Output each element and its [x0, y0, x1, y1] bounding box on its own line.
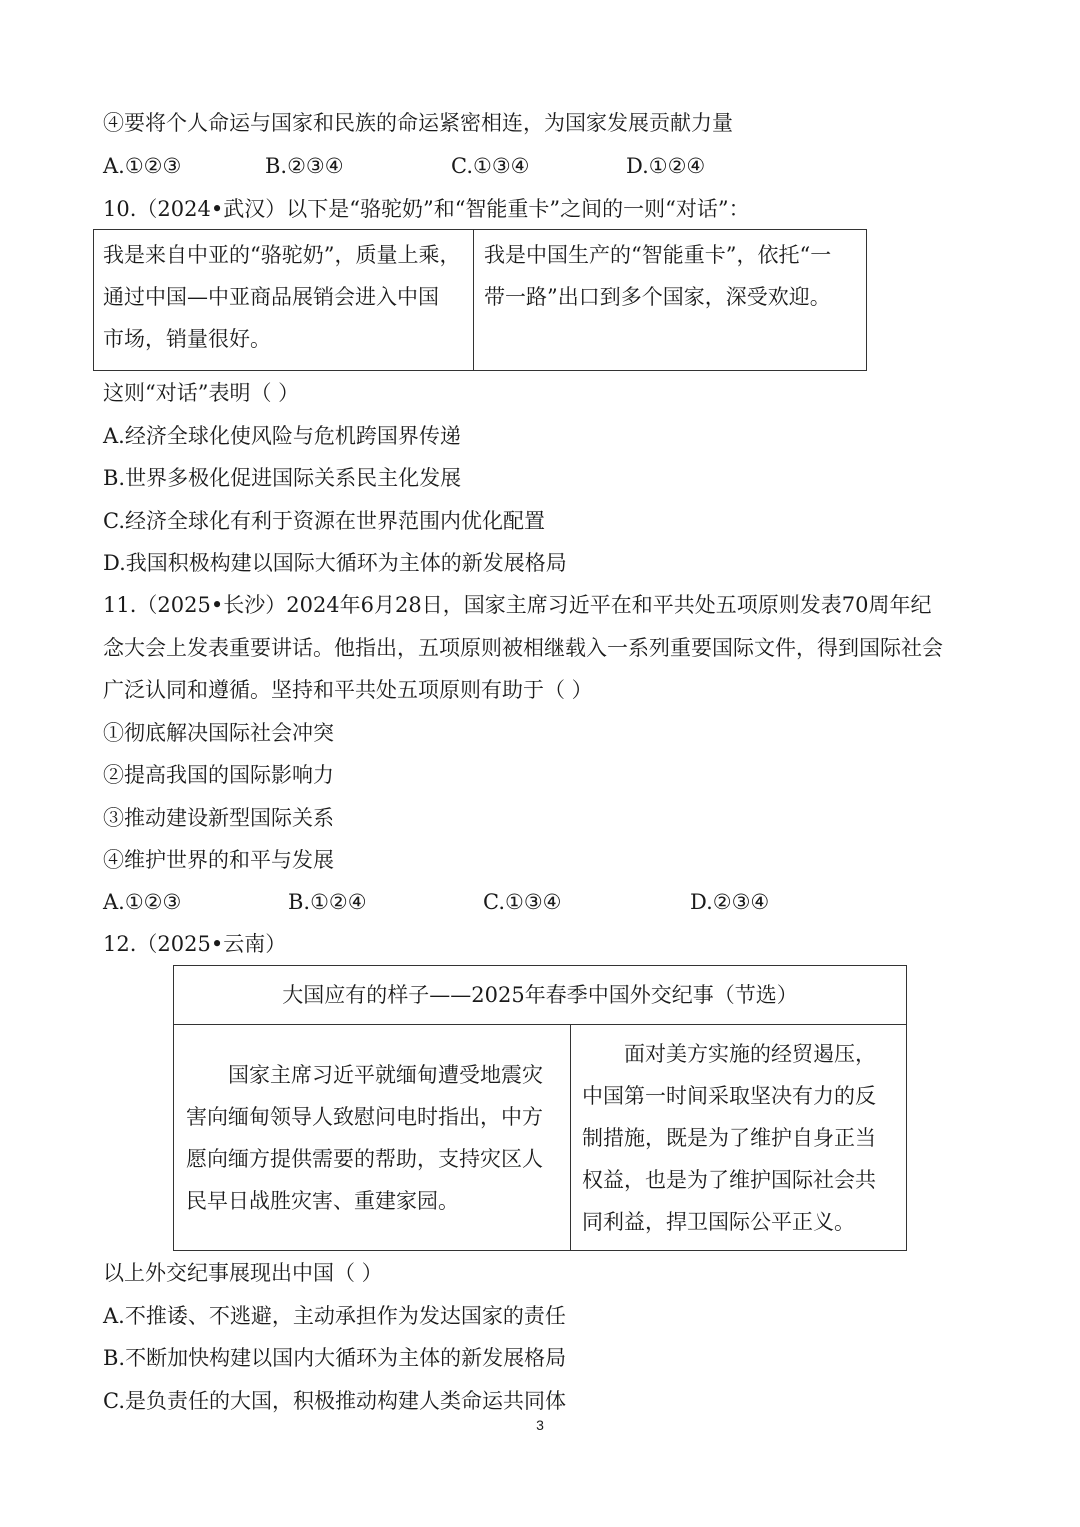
q10-stem: 10.（2024•武汉）以下是“骆驼奶”和“智能重卡”之间的一则“对话”： — [103, 197, 750, 221]
q11-option-b: B.①②④ — [288, 890, 367, 914]
q12-option-c: C.是负责任的大国，积极推动构建人类命运共同体 — [103, 1389, 566, 1413]
q10-dialogue-table — [93, 229, 867, 371]
q12-left-line-1: 国家主席习近平就缅甸遭受地震灾 — [228, 1063, 543, 1087]
q10-option-a: A.经济全球化使风险与危机跨国界传递 — [103, 424, 461, 448]
q12-diplomacy-table — [173, 965, 907, 1251]
q12-table-title: 大国应有的样子——2025年春季中国外交纪事（节选） — [282, 983, 798, 1007]
q10-right-cell — [484, 234, 864, 318]
q12-right-line-1: 面对美方实施的经贸遏压， — [624, 1042, 876, 1066]
q12-question: 以上外交纪事展现出中国（ ） — [103, 1261, 383, 1285]
q10-left-line-2: 通过中国—中亚商品展销会进入中国 — [103, 285, 439, 309]
q10-option-c: C.经济全球化有利于资源在世界范围内优化配置 — [103, 509, 545, 533]
q11-stem-line-2: 念大会上发表重要讲话。他指出，五项原则被相继载入一系列重要国际文件，得到国际社会 — [103, 636, 943, 660]
q12-right-line-5: 同利益，捍卫国际公平正义。 — [582, 1210, 855, 1234]
q11-stem-line-3: 广泛认同和遵循。坚持和平共处五项原则有助于（ ） — [103, 678, 593, 702]
q10-question: 这则“对话”表明（ ） — [103, 381, 300, 405]
q10-left-line-1: 我是来自中亚的“骆驼奶”，质量上乘， — [103, 243, 461, 267]
q10-table-divider — [473, 230, 474, 370]
q10-option-b: B.世界多极化促进国际关系民主化发展 — [103, 466, 462, 490]
q11-stem-line-1: 11.（2025•长沙）2024年6月28日，国家主席习近平在和平共处五项原则发表70周年纪 — [103, 593, 932, 617]
q11-item-2: ②提高我国的国际影响力 — [103, 763, 334, 787]
q12-table-header-rule — [174, 1024, 906, 1025]
q10-left-cell — [103, 234, 468, 360]
q11-item-1: ①彻底解决国际社会冲突 — [103, 721, 334, 745]
q12-right-line-3: 制措施，既是为了维护自身正当 — [582, 1126, 876, 1150]
q12-right-line-2: 中国第一时间采取坚决有力的反 — [582, 1084, 876, 1108]
q9-option-c: C.①③④ — [451, 154, 530, 178]
q12-right-line-4: 权益，也是为了维护国际社会共 — [582, 1168, 876, 1192]
q10-left-line-3: 市场，销量很好。 — [103, 327, 271, 351]
q11-option-c: C.①③④ — [483, 890, 562, 914]
q12-option-a: A.不推诿、不逃避，主动承担作为发达国家的责任 — [103, 1304, 566, 1328]
q10-right-line-2: 带一路”出口到多个国家，深受欢迎。 — [484, 285, 831, 309]
q10-option-d: D.我国积极构建以国际大循环为主体的新发展格局 — [103, 551, 567, 575]
q9-option-b: B.②③④ — [265, 154, 344, 178]
q12-option-b: B.不断加快构建以国内大循环为主体的新发展格局 — [103, 1346, 567, 1370]
q9-item-4: ④要将个人命运与国家和民族的命运紧密相连，为国家发展贡献力量 — [103, 111, 733, 135]
q12-left-line-4: 民早日战胜灾害、重建家园。 — [186, 1189, 459, 1213]
q11-item-4: ④维护世界的和平与发展 — [103, 848, 334, 872]
q11-item-3: ③推动建设新型国际关系 — [103, 806, 334, 830]
q10-right-line-1: 我是中国生产的“智能重卡”，依托“一 — [484, 243, 832, 267]
q11-option-d: D.②③④ — [690, 890, 770, 914]
q11-option-a: A.①②③ — [103, 890, 182, 914]
q12-left-cell — [186, 1054, 566, 1222]
q9-option-a: A.①②③ — [103, 154, 182, 178]
q12-left-line-3: 愿向缅方提供需要的帮助，支持灾区人 — [186, 1147, 543, 1171]
page-number: 3 — [536, 1417, 544, 1433]
q12-left-line-2: 害向缅甸领导人致慰问电时指出，中方 — [186, 1105, 543, 1129]
q12-stem: 12.（2025•云南） — [103, 932, 287, 956]
q9-option-d: D.①②④ — [626, 154, 706, 178]
q12-right-cell — [582, 1033, 904, 1243]
q12-table-divider — [570, 1024, 571, 1250]
